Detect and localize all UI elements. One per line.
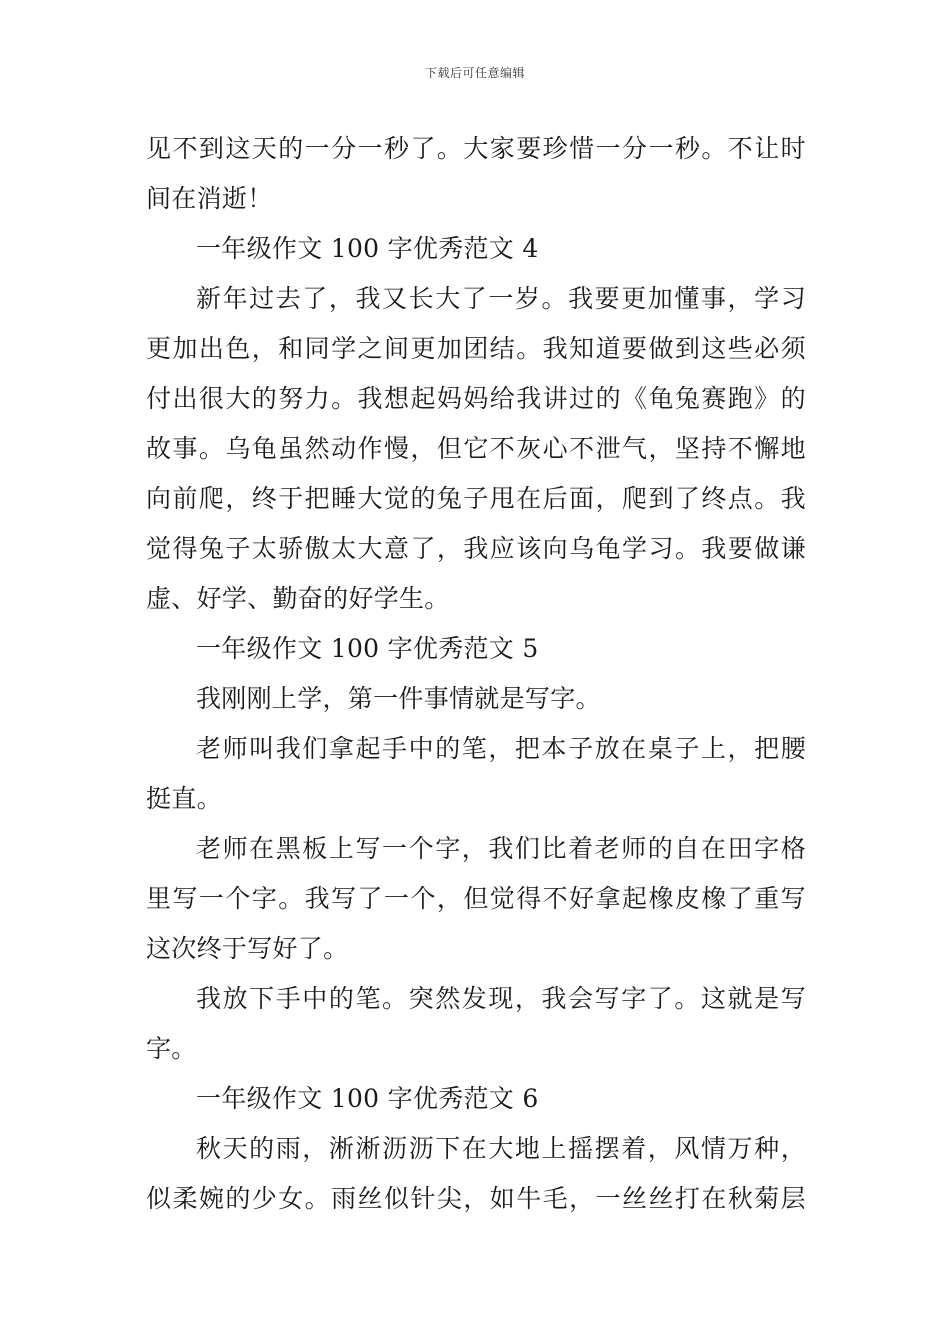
text-line: 付出很大的努力。我想起妈妈给我讲过的《龟兔赛跑》的 xyxy=(146,384,806,413)
text-line: 向前爬，终于把睡大觉的兔子甩在后面，爬到了终点。我 xyxy=(146,484,806,513)
text-line: 更加出色，和同学之间更加团结。我知道要做到这些必须 xyxy=(146,334,806,363)
section-heading: 一年级作文 100 字优秀范文 6 xyxy=(196,1084,539,1113)
document-body xyxy=(146,124,806,1224)
text-line: 挺直。 xyxy=(146,784,222,813)
text-line: 秋天的雨，淅淅沥沥下在大地上摇摆着，风情万种， xyxy=(196,1134,806,1163)
text-line: 里写一个字。我写了一个，但觉得不好拿起橡皮橡了重写 xyxy=(146,884,806,913)
text-line: 觉得兔子太骄傲太大意了，我应该向乌龟学习。我要做谦 xyxy=(146,534,806,563)
text-line: 故事。乌龟虽然动作慢，但它不灰心不泄气，坚持不懈地 xyxy=(146,434,806,463)
text-line: 新年过去了，我又长大了一岁。我要更加懂事，学习 xyxy=(196,284,806,313)
text-line: 间在消逝！ xyxy=(146,184,273,213)
section-heading: 一年级作文 100 字优秀范文 4 xyxy=(196,234,539,263)
text-line: 老师在黑板上写一个字，我们比着老师的自在田字格 xyxy=(196,834,806,863)
text-line: 字。 xyxy=(146,1034,197,1063)
text-line: 我刚刚上学，第一件事情就是写字。 xyxy=(196,684,601,713)
text-line: 似柔婉的少女。雨丝似针尖，如牛毛，一丝丝打在秋菊层 xyxy=(146,1184,806,1213)
text-line: 这次终于写好了。 xyxy=(146,934,349,963)
section-heading: 一年级作文 100 字优秀范文 5 xyxy=(196,634,539,663)
text-line: 见不到这天的一分一秒了。大家要珍惜一分一秒。不让时 xyxy=(146,134,806,163)
text-line: 我放下手中的笔。突然发现，我会写字了。这就是写 xyxy=(196,984,806,1013)
text-line: 虚、好学、勤奋的好学生。 xyxy=(146,584,450,613)
text-line: 老师叫我们拿起手中的笔，把本子放在桌子上，把腰 xyxy=(196,734,806,763)
page-header: 下载后可任意编辑 xyxy=(424,66,525,80)
